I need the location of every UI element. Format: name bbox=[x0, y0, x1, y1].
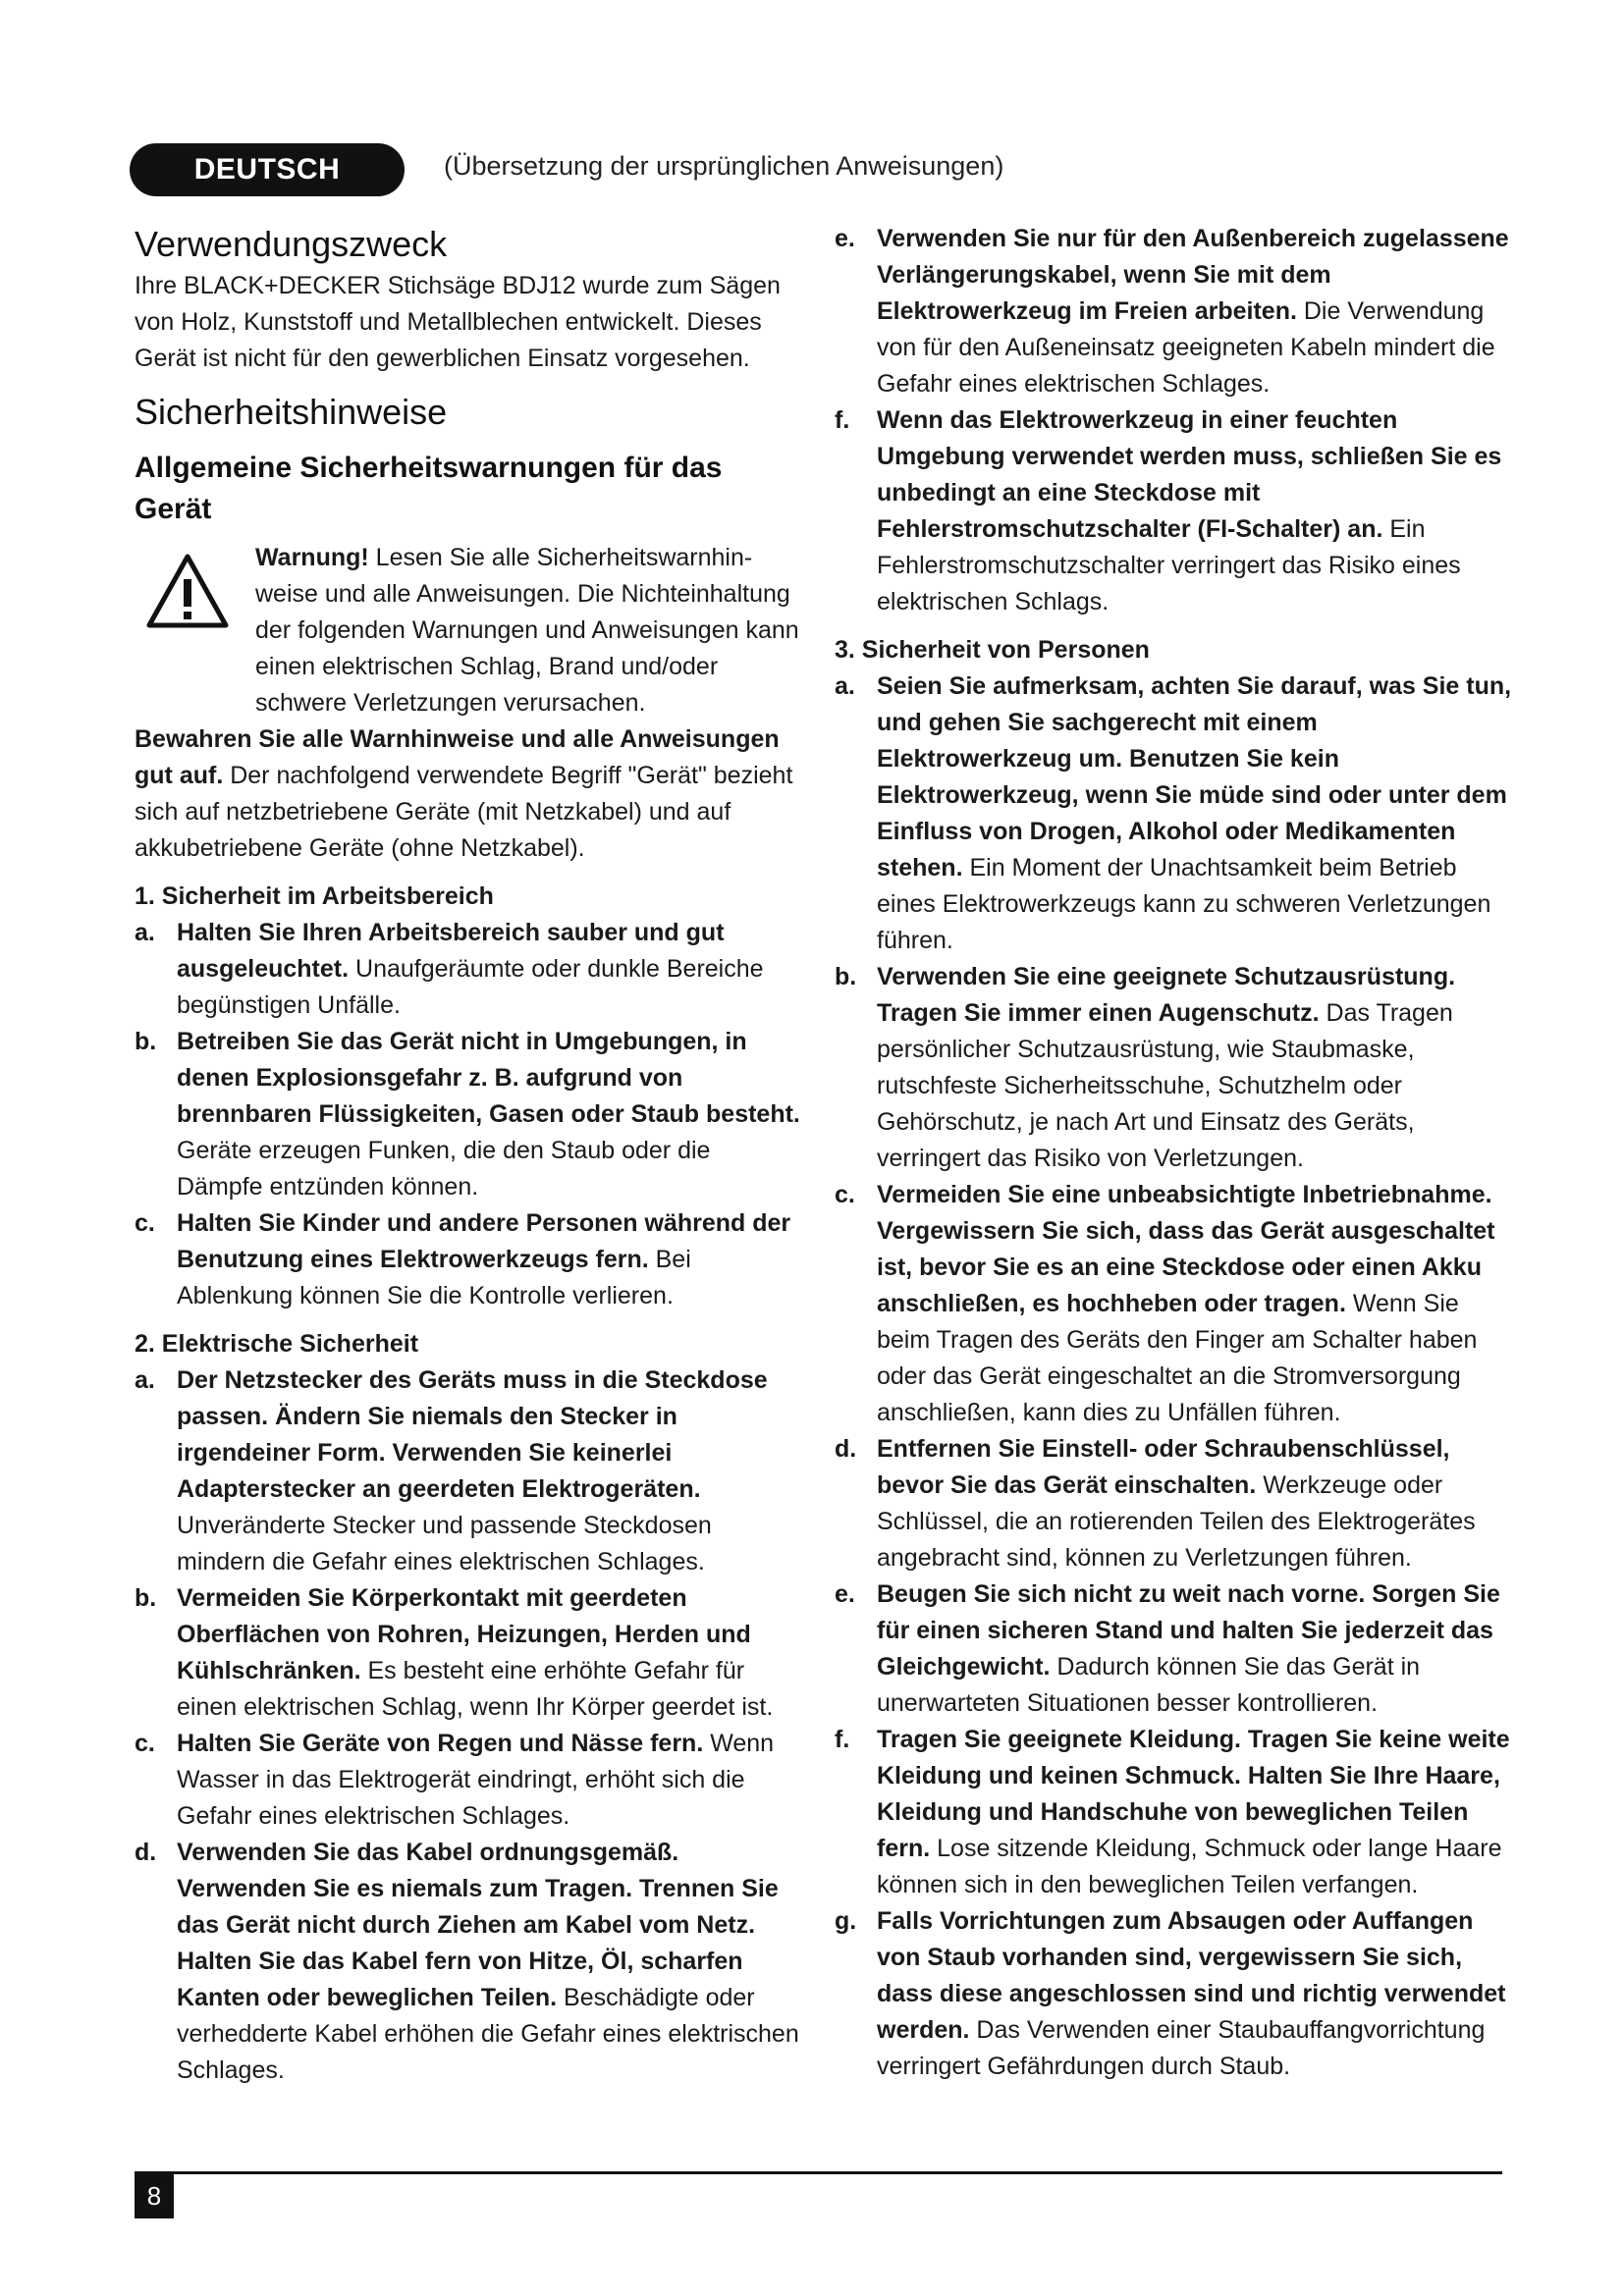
s2-item-b bbox=[135, 1580, 802, 1726]
item-label: d. bbox=[835, 1435, 857, 1463]
item-bold: Entfernen Sie Einstell- oder Schraubenschlüssel, bevor Sie das Gerät einschalten. bbox=[877, 1435, 1450, 1499]
item-bold: Seien Sie aufmerksam, achten Sie darauf, was Sie tun, und gehen Sie sachgerecht mit einem Elektrowerkzeug um. Benutzen Sie kein Elektrowerkzeug, wenn Sie müde sind oder unter dem Einfluss von Drogen, Alkohol oder Medikamenten stehen. bbox=[877, 672, 1512, 881]
item-text: Ein Moment der Unachtsamkeit beim Betrieb eines Elektrowerkzeugs kann zu schweren Verletzungen führen. bbox=[877, 854, 1491, 954]
item-label: a. bbox=[135, 1366, 155, 1394]
section-3-title: 3. Sicherheit von Personen bbox=[835, 636, 1150, 664]
heading-intended-use: Verwendungszweck bbox=[135, 224, 448, 264]
warning-body: Lesen Sie alle Sicherheitswarnhinweise und alle Anweisungen. Die Nichteinhaltung der folgenden Warnungen und Anweisungen kann einen elektrischen Schlag, Brand und/oder schwere Verletzungen verursachen. bbox=[255, 544, 799, 717]
item-bold: Verwenden Sie eine geeignete Schutzausrüstung. Tragen Sie immer einen Augenschutz. bbox=[877, 963, 1456, 1027]
item-bold: Verwenden Sie das Kabel ordnungsgemäß. Verwenden Sie es niemals zum Tragen. Trennen Sie das Gerät nicht durch Ziehen am Kabel vom Netz. Halten Sie das Kabel fern von Hitze, Öl, scharfen Kanten oder beweglichen Teilen. bbox=[177, 1839, 779, 2011]
item-text: Die Verwendung von für den Außeneinsatz geeigneten Kabeln mindert die Gefahr eines elektrischen Schlages. bbox=[877, 297, 1495, 398]
left-column bbox=[135, 221, 802, 2089]
s2-item-d bbox=[135, 1835, 802, 2089]
item-label: g. bbox=[835, 1907, 857, 1935]
item-label: a. bbox=[135, 919, 155, 946]
item-text: Ein Fehlerstromschutzschalter verringert das Risiko eines elektrischen Schlags. bbox=[877, 515, 1461, 615]
heading-general-warnings: Allgemeine Sicherheitswarnungen für das Gerät bbox=[135, 452, 723, 525]
item-text: Das Verwenden einer Staubauffangvorrichtung verringert Gefährdungen durch Staub. bbox=[877, 2016, 1486, 2080]
warning-triangle-icon bbox=[146, 554, 229, 628]
item-bold: Verwenden Sie nur für den Außenbereich zugelassene Verlängerungskabel, wenn Sie mit dem Elektrowerkzeug im Freien arbeiten. bbox=[877, 225, 1509, 325]
item-text: Wenn Sie beim Tragen des Geräts den Finger am Schalter haben oder das Gerät eingeschaltet an die Stromversorgung anschließen, kann dies zu Unfällen führen. bbox=[877, 1290, 1478, 1426]
item-text: Wenn Wasser in das Elektrogerät eindringt, erhöht sich die Gefahr eines elektrischen Schlages. bbox=[177, 1730, 775, 1830]
right-column bbox=[835, 221, 1512, 2085]
translation-note: (Übersetzung der ursprünglichen Anweisungen) bbox=[444, 151, 1004, 181]
s3-item-d bbox=[835, 1431, 1512, 1576]
warning-text bbox=[255, 540, 802, 721]
item-label: d. bbox=[135, 1839, 157, 1866]
keep-instructions bbox=[135, 721, 802, 867]
item-text: Beschädigte oder verhedderte Kabel erhöhen die Gefahr eines elektrischen Schlages. bbox=[177, 1984, 799, 2084]
item-bold: Halten Sie Kinder und andere Personen während der Benutzung eines Elektrowerkzeugs fern. bbox=[177, 1209, 791, 1273]
item-label: b. bbox=[835, 963, 857, 990]
item-bold: Beugen Sie sich nicht zu weit nach vorne. Sorgen Sie für einen sicheren Stand und halten Sie jederzeit das Gleichgewicht. bbox=[877, 1580, 1500, 1681]
s3-item-g bbox=[835, 1903, 1512, 2085]
item-label: c. bbox=[835, 1181, 855, 1208]
item-text: Dadurch können Sie das Gerät in unerwarteten Situationen besser kontrollieren. bbox=[877, 1653, 1421, 1717]
item-bold: Betreiben Sie das Gerät nicht in Umgebungen, in denen Explosionsgefahr z. B. aufgrund von brennbaren Flüssigkeiten, Gasen oder Staub besteht. bbox=[177, 1028, 800, 1128]
s2-item-a bbox=[135, 1362, 802, 1580]
item-bold: Der Netzstecker des Geräts muss in die Steckdose passen. Ändern Sie niemals den Stecker in irgendeiner Form. Verwenden Sie keinerlei Adapterstecker an geerdeten Elektrogeräten. bbox=[177, 1366, 768, 1503]
item-label: b. bbox=[135, 1028, 157, 1055]
keep-instructions-body: Der nachfolgend verwendete Begriff "Gerät" bezieht sich auf netzbetriebene Geräte (mit Netzkabel) und auf akkubetriebene Geräte (ohne Netzkabel). bbox=[135, 762, 793, 862]
section-1-title: 1. Sicherheit im Arbeitsbereich bbox=[135, 882, 494, 910]
item-label: a. bbox=[835, 672, 855, 700]
footer-rule bbox=[135, 2171, 1502, 2174]
item-text: Unveränderte Stecker und passende Steckdosen mindern die Gefahr eines elektrischen Schlages. bbox=[177, 1512, 712, 1575]
item-bold: Tragen Sie geeignete Kleidung. Tragen Sie keine weite Kleidung und keinen Schmuck. Halten Sie Ihre Haare, Kleidung und Handschuhe von beweglichen Teilen fern. bbox=[877, 1726, 1510, 1862]
warning-label: Warnung! bbox=[255, 544, 369, 571]
s2-item-c bbox=[135, 1726, 802, 1835]
s3-item-c bbox=[835, 1177, 1512, 1431]
keep-instructions-bold: Bewahren Sie alle Warnhinweise und alle Anweisungen gut auf. bbox=[135, 725, 780, 789]
s3-item-e bbox=[835, 1576, 1512, 1722]
language-badge: DEUTSCH bbox=[130, 143, 405, 196]
section-2-title: 2. Elektrische Sicherheit bbox=[135, 1330, 419, 1358]
warning-block bbox=[135, 540, 802, 721]
item-text: Es besteht eine erhöhte Gefahr für einen elektrischen Schlag, wenn Ihr Körper geerdet ist. bbox=[177, 1657, 774, 1721]
item-label: b. bbox=[135, 1584, 157, 1612]
item-text: Bei Ablenkung können Sie die Kontrolle verlieren. bbox=[177, 1246, 691, 1309]
s1-item-c bbox=[135, 1205, 802, 1314]
item-bold: Vermeiden Sie Körperkontakt mit geerdeten Oberflächen von Rohren, Heizungen, Herden und Kühlschränken. bbox=[177, 1584, 751, 1684]
item-text: Unaufgeräumte oder dunkle Bereiche begünstigen Unfälle. bbox=[177, 955, 764, 1019]
heading-safety: Sicherheitshinweise bbox=[135, 392, 448, 432]
item-text: Werkzeuge oder Schlüssel, die an rotierenden Teilen des Elektrogerätes angebracht sind, können zu Verletzungen führen. bbox=[877, 1471, 1476, 1572]
item-label: f. bbox=[835, 1726, 850, 1753]
s2-item-e bbox=[835, 221, 1512, 402]
item-label: e. bbox=[835, 1580, 855, 1608]
item-bold: Falls Vorrichtungen zum Absaugen oder Auffangen von Staub vorhanden sind, vergewissern Sie sich, dass diese angeschlossen sind und richtig verwendet werden. bbox=[877, 1907, 1506, 2044]
intended-use-text: Ihre BLACK+DECKER Stichsäge BDJ12 wurde zum Sägen von Holz, Kunststoff und Metallblechen entwickelt. Dieses Gerät ist nicht für den gewerblichen Einsatz vorgesehen. bbox=[135, 272, 781, 372]
item-label: e. bbox=[835, 225, 855, 252]
item-bold: Halten Sie Ihren Arbeitsbereich sauber und gut ausgeleuchtet. bbox=[177, 919, 725, 983]
item-text: Das Tragen persönlicher Schutzausrüstung, wie Staubmaske, rutschfeste Sicherheitsschuhe, Schutzhelm oder Gehörschutz, je nach Art und Einsatz des Geräts, verringert das Risiko von Verletzungen. bbox=[877, 999, 1453, 1172]
item-text: Geräte erzeugen Funken, die den Staub oder die Dämpfe entzünden können. bbox=[177, 1137, 711, 1201]
item-label: f. bbox=[835, 406, 850, 434]
s1-item-a bbox=[135, 915, 802, 1024]
item-text: Lose sitzende Kleidung, Schmuck oder lange Haare können sich in den beweglichen Teilen verfangen. bbox=[877, 1835, 1502, 1898]
s3-item-b bbox=[835, 959, 1512, 1177]
item-bold: Vermeiden Sie eine unbeabsichtigte Inbetriebnahme. Vergewissern Sie sich, dass das Gerät ausgeschaltet ist, bevor Sie es an eine Steckdose oder einen Akku anschließen, es hochheben oder tragen. bbox=[877, 1181, 1495, 1317]
item-label: c. bbox=[135, 1730, 155, 1757]
s3-item-f bbox=[835, 1722, 1512, 1903]
item-label: c. bbox=[135, 1209, 155, 1237]
s3-item-a bbox=[835, 668, 1512, 959]
s1-item-b bbox=[135, 1024, 802, 1205]
page-number: 8 bbox=[135, 2174, 174, 2218]
item-bold: Wenn das Elektrowerkzeug in einer feuchten Umgebung verwendet werden muss, schließen Sie es unbedingt an eine Steckdose mit Fehlerstromschutzschalter (FI-Schalter) an. bbox=[877, 406, 1502, 543]
s2-item-f bbox=[835, 402, 1512, 620]
item-bold: Halten Sie Geräte von Regen und Nässe fern. bbox=[177, 1730, 704, 1757]
